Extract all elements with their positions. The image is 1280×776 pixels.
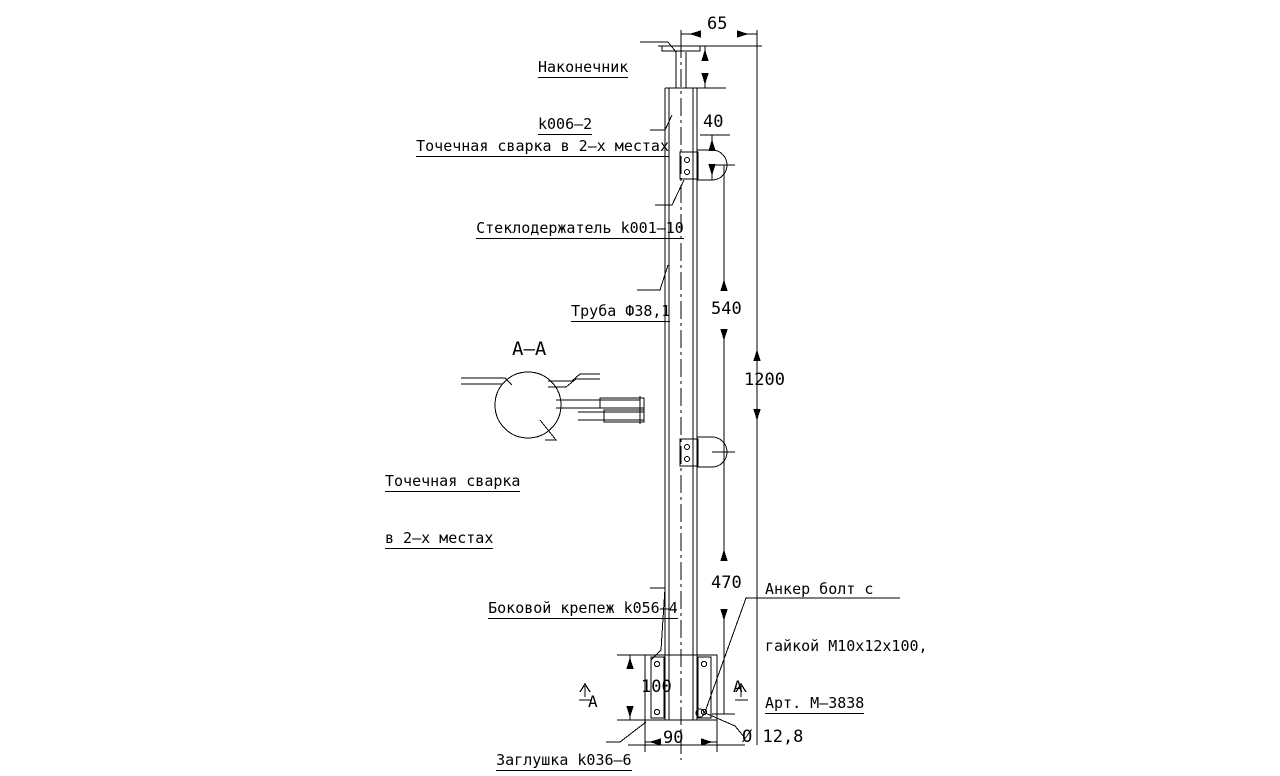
annotation-glass-holder-text: Стеклодержатель k001–10 <box>476 219 684 237</box>
annotation-cap <box>460 732 632 776</box>
annotation-spot-weld-section <box>385 434 520 586</box>
annotation-tube-text: Труба Ф38,1 <box>571 302 671 320</box>
dimension-100: 100 <box>641 677 672 697</box>
annotation-tip-line1: Наконечник <box>538 58 629 76</box>
annotation-tip-line2: k006–2 <box>538 115 593 133</box>
dimension-1200: 1200 <box>744 370 785 390</box>
annotation-side-mount-text: Боковой крепеж k056–4 <box>488 599 678 617</box>
annotation-anchor-bolt <box>765 542 928 751</box>
annotation-anchor-bolt-line3: Арт. M–3838 <box>765 694 865 712</box>
annotation-spot-weld-top-text: Точечная сварка в 2–х местах <box>416 137 669 155</box>
section-mark-right: A <box>733 677 743 696</box>
annotation-spot-weld-section-line1: Точечная сварка <box>385 472 521 490</box>
annotation-spot-weld-top <box>380 118 669 175</box>
dimension-540: 540 <box>711 299 742 319</box>
dimension-90: 90 <box>663 728 684 748</box>
annotation-spot-weld-section-line2: в 2–х местах <box>385 529 494 547</box>
annotation-anchor-bolt-line2: гайкой M10x12x100, <box>765 637 928 655</box>
section-title: A–A <box>512 338 547 360</box>
annotation-side-mount <box>452 580 678 637</box>
dimension-470: 470 <box>711 573 742 593</box>
dimension-diameter: Ø 12,8 <box>742 727 804 747</box>
dimension-40: 40 <box>703 112 724 132</box>
annotation-anchor-bolt-line1: Анкер болт с <box>765 580 874 598</box>
annotation-glass-holder <box>440 200 684 257</box>
dimension-65: 65 <box>707 14 728 34</box>
annotation-tube <box>535 283 670 340</box>
section-mark-left: A <box>588 692 598 711</box>
annotation-cap-text: Заглушка k036–6 <box>496 751 632 769</box>
